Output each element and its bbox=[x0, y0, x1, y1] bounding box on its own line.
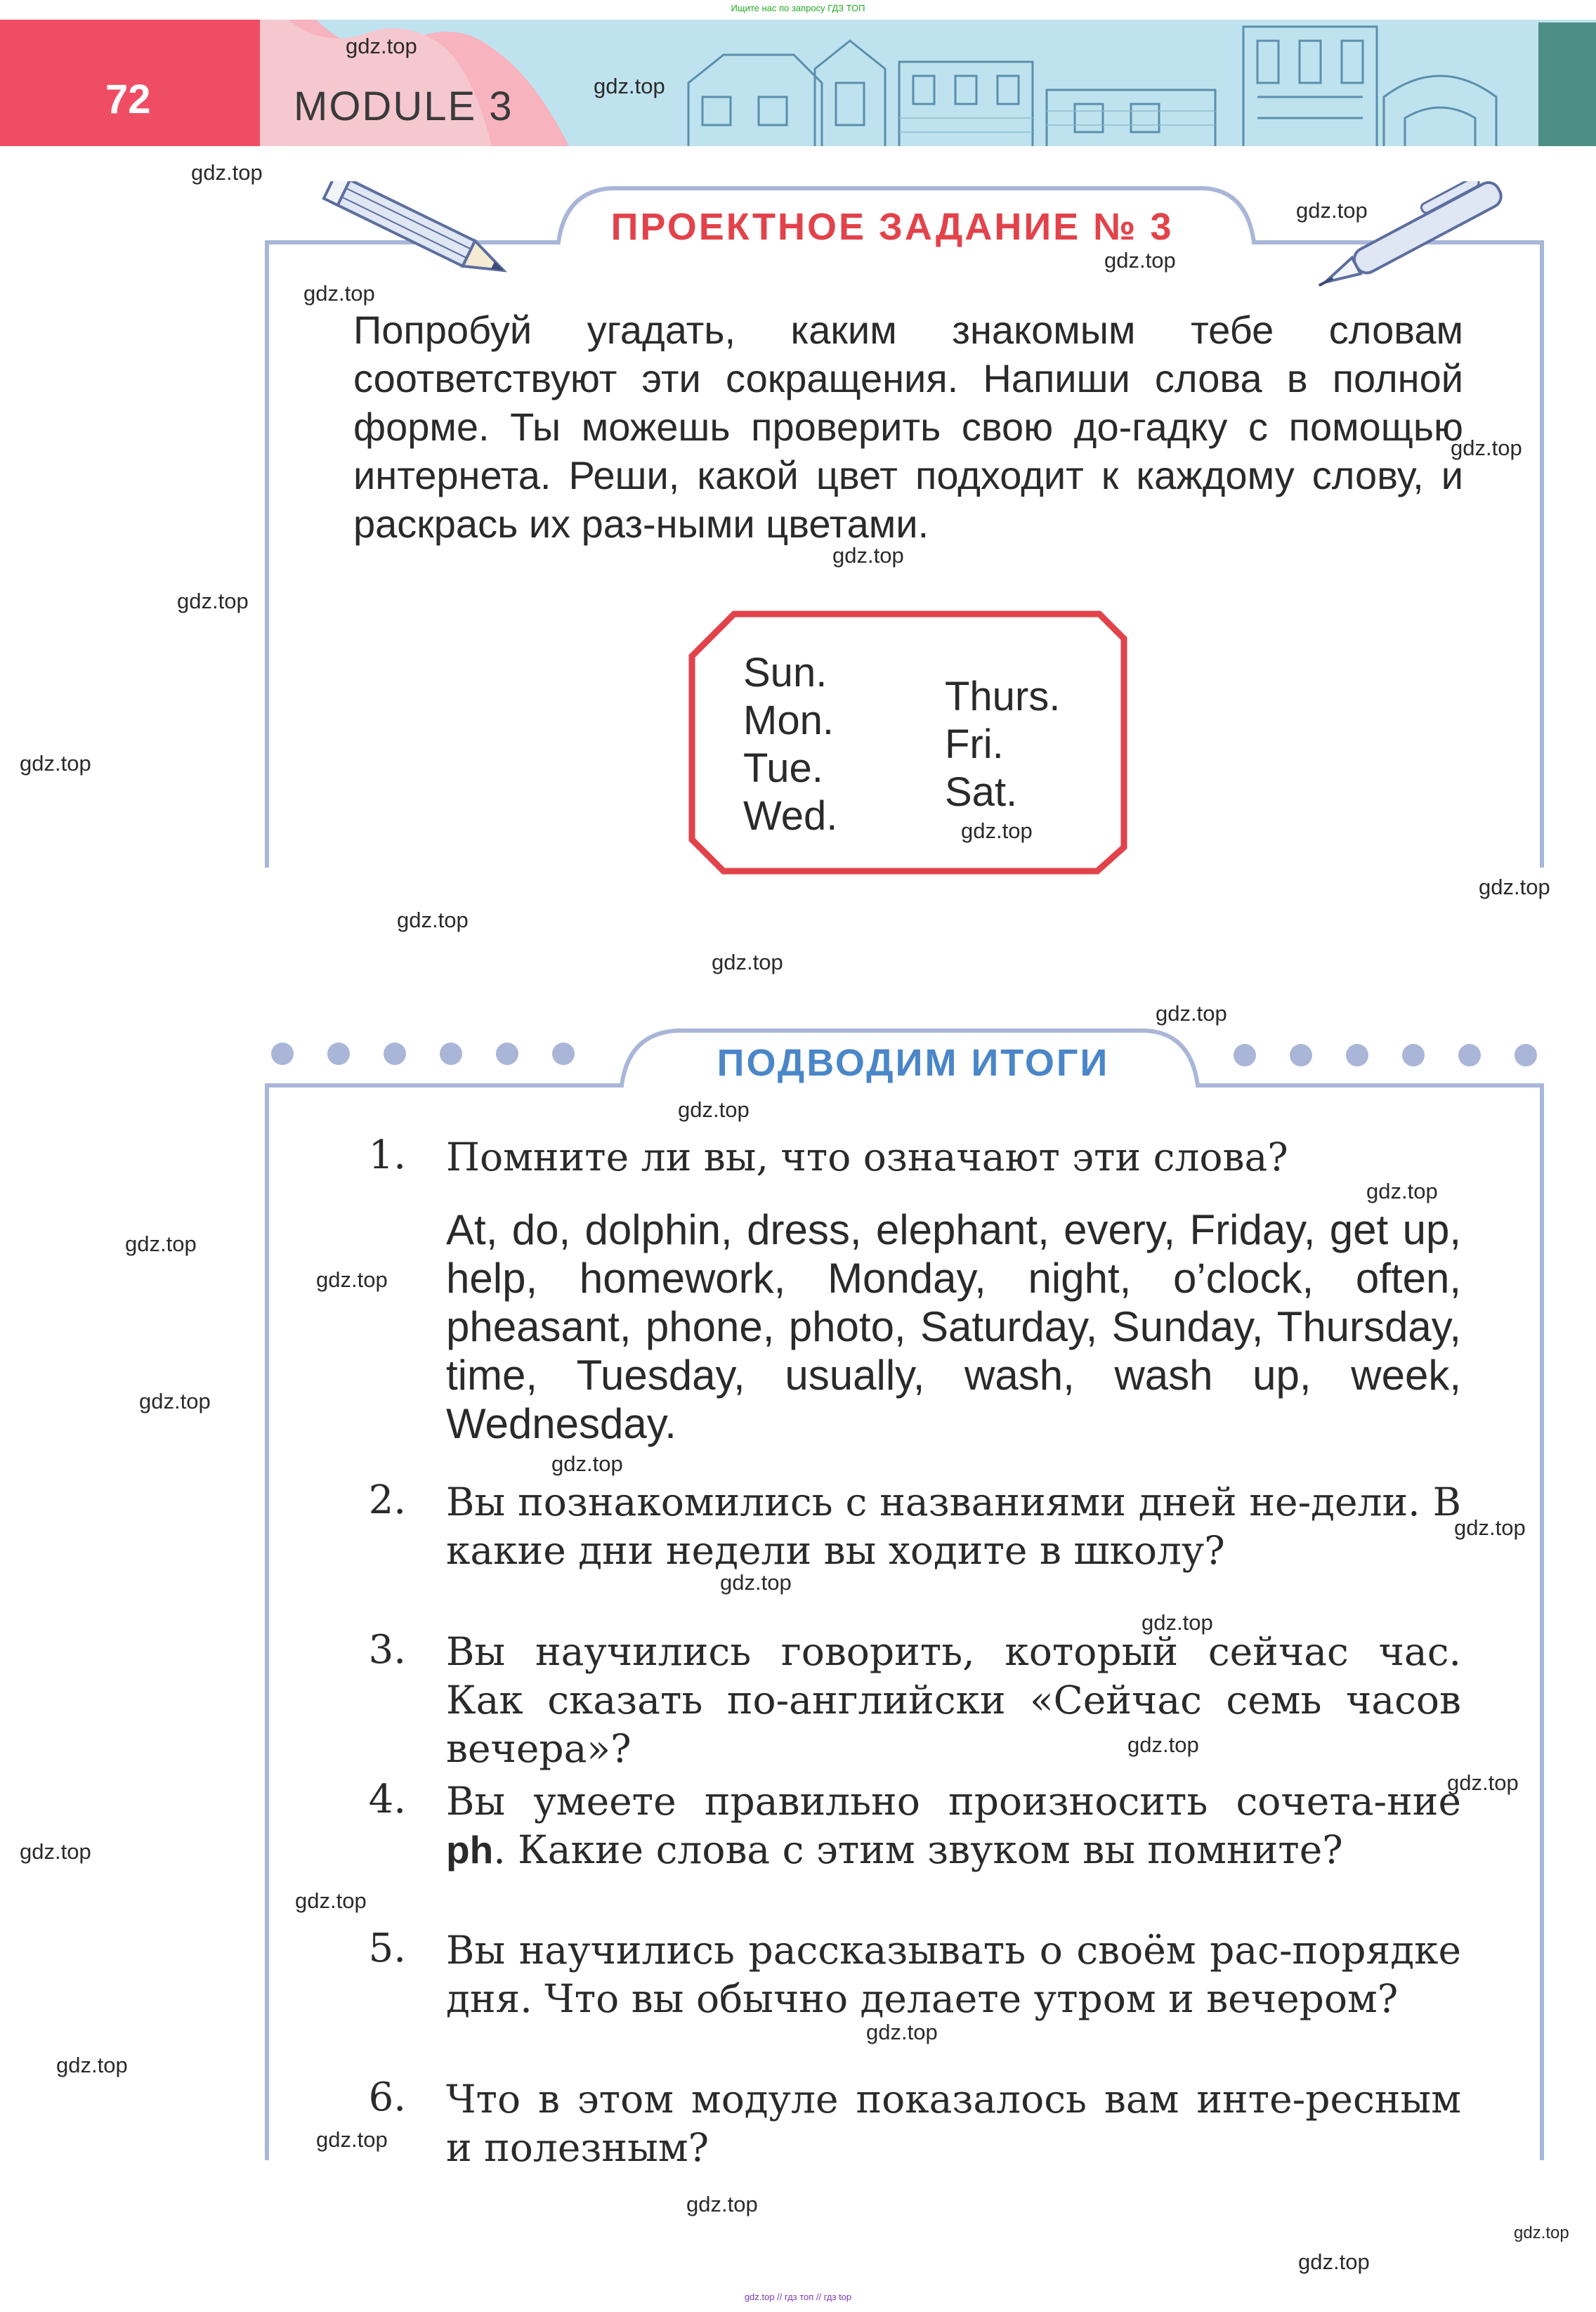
watermark: gdz.top bbox=[316, 2127, 388, 2152]
watermark: gdz.top bbox=[678, 1097, 750, 1122]
highlight-ph: ph bbox=[446, 1828, 494, 1872]
watermark: gdz.top bbox=[712, 950, 783, 974]
dots-right bbox=[1234, 1044, 1537, 1066]
watermark: gdz.top bbox=[1479, 875, 1550, 899]
abbreviation: Tue. bbox=[743, 745, 823, 791]
question-number: 3. bbox=[368, 1627, 406, 1673]
watermark: gdz.top bbox=[316, 1267, 388, 1292]
watermark: gdz.top bbox=[56, 2053, 128, 2077]
abbreviations-left bbox=[743, 649, 837, 840]
question-text: Вы научились говорить, который сейчас час. Как сказать по-английски «Сейчас семь часов вечера»? bbox=[446, 1629, 1461, 1771]
watermark: gdz.top bbox=[20, 751, 91, 776]
page-number: 72 bbox=[105, 77, 151, 122]
watermark: gdz.top bbox=[594, 74, 665, 98]
watermark: gdz.top bbox=[1451, 436, 1522, 460]
abbreviation: Fri. bbox=[945, 721, 1004, 767]
watermark: gdz.top bbox=[1366, 1179, 1438, 1203]
abbreviation: Mon. bbox=[743, 698, 834, 743]
summary-title: ПОДВОДИМ ИТОГИ bbox=[717, 1042, 1110, 1084]
watermark: gdz.top bbox=[1127, 1732, 1199, 1757]
watermark: gdz.top bbox=[125, 1232, 197, 1256]
question-number: 6. bbox=[368, 2075, 406, 2120]
question-text: Что в этом модуле показалось вам инте-ресным и полезным? bbox=[446, 2077, 1461, 2170]
question-number: 2. bbox=[368, 1477, 406, 1523]
watermark: gdz.top bbox=[1142, 1610, 1213, 1635]
question-text bbox=[446, 1777, 1461, 1874]
watermark: gdz.top bbox=[139, 1389, 211, 1413]
abbreviation: Sat. bbox=[945, 769, 1018, 815]
watermark: gdz.top bbox=[177, 589, 249, 613]
top-banner: Ищите нас по запросу ГДЗ ТОП bbox=[731, 3, 865, 13]
bottom-banner: gdz.top // гдз топ // гдз top bbox=[744, 2292, 852, 2302]
question-number: 1. bbox=[368, 1132, 406, 1178]
watermark: gdz.top bbox=[346, 34, 417, 58]
watermark: gdz.top bbox=[303, 281, 375, 306]
watermark: gdz.top bbox=[1156, 1001, 1227, 1026]
vocabulary-word-list: At, do, dolphin, dress, elephant, every, Friday, get up, help, homework, Monday, night, o’clock, often, pheasant, phone, photo, Saturday, Sunday, Thursday, time, Tuesday, usually, wash, wash up, week, Wednesday. bbox=[446, 1206, 1461, 1447]
project-title: ПРОЕКТНОЕ ЗАДАНИЕ № 3 bbox=[610, 206, 1174, 248]
question-text-part: . Какие слова с этим звуком вы помните? bbox=[493, 1827, 1343, 1872]
pen-icon bbox=[1300, 181, 1538, 287]
abbreviation: Thurs. bbox=[945, 674, 1061, 719]
watermark: gdz.top bbox=[1296, 198, 1368, 223]
watermark: gdz.top bbox=[191, 160, 263, 185]
watermark: gdz.top bbox=[961, 818, 1033, 843]
watermark: gdz.top bbox=[1298, 2249, 1370, 2274]
module-title: MODULE 3 bbox=[294, 84, 514, 129]
watermark: gdz.top bbox=[20, 1839, 91, 1864]
project-instructions: Попробуй угадать, каким знакомым тебе словам соответствуют эти сокращения. Напиши слова в полной форме. Ты можешь проверить свою до-гадку с помощью интернета. Реши, какой цвет подходит к каждому слову, и раскрась их раз-ными цветами. bbox=[353, 308, 1463, 546]
abbreviation: Wed. bbox=[743, 793, 838, 839]
watermark: gdz.top bbox=[720, 1570, 792, 1595]
watermark: gdz.top bbox=[832, 543, 904, 568]
watermark: gdz.top bbox=[1104, 248, 1176, 273]
watermark: gdz.top bbox=[1454, 1515, 1526, 1540]
question-text-part: Вы умеете правильно произносить сочета-ние bbox=[446, 1779, 1461, 1824]
watermark: gdz.top bbox=[295, 1888, 367, 1913]
watermark: gdz.top bbox=[397, 908, 469, 932]
question-text: Помните ли вы, что означают эти слова? bbox=[446, 1135, 1288, 1180]
abbreviations-right bbox=[945, 673, 1060, 816]
dots-left bbox=[271, 1043, 575, 1065]
watermark: gdz.top bbox=[686, 2192, 758, 2216]
watermark: gdz.top bbox=[551, 1451, 623, 1476]
pencil-icon bbox=[320, 181, 523, 280]
question-text: Вы познакомились с названиями дней не-дели. В какие дни недели вы ходите в школу? bbox=[446, 1480, 1461, 1573]
question-number: 5. bbox=[368, 1926, 406, 1971]
question-number: 4. bbox=[368, 1777, 406, 1822]
watermark: gdz.top bbox=[866, 2020, 938, 2044]
abbreviation: Sun. bbox=[743, 650, 828, 695]
question-text: Вы научились рассказывать о своём рас-порядке дня. Что вы обычно делаете утром и вечером? bbox=[446, 1928, 1461, 2021]
watermark: gdz.top bbox=[1447, 1770, 1519, 1795]
watermark: gdz.top bbox=[1514, 2223, 1569, 2242]
